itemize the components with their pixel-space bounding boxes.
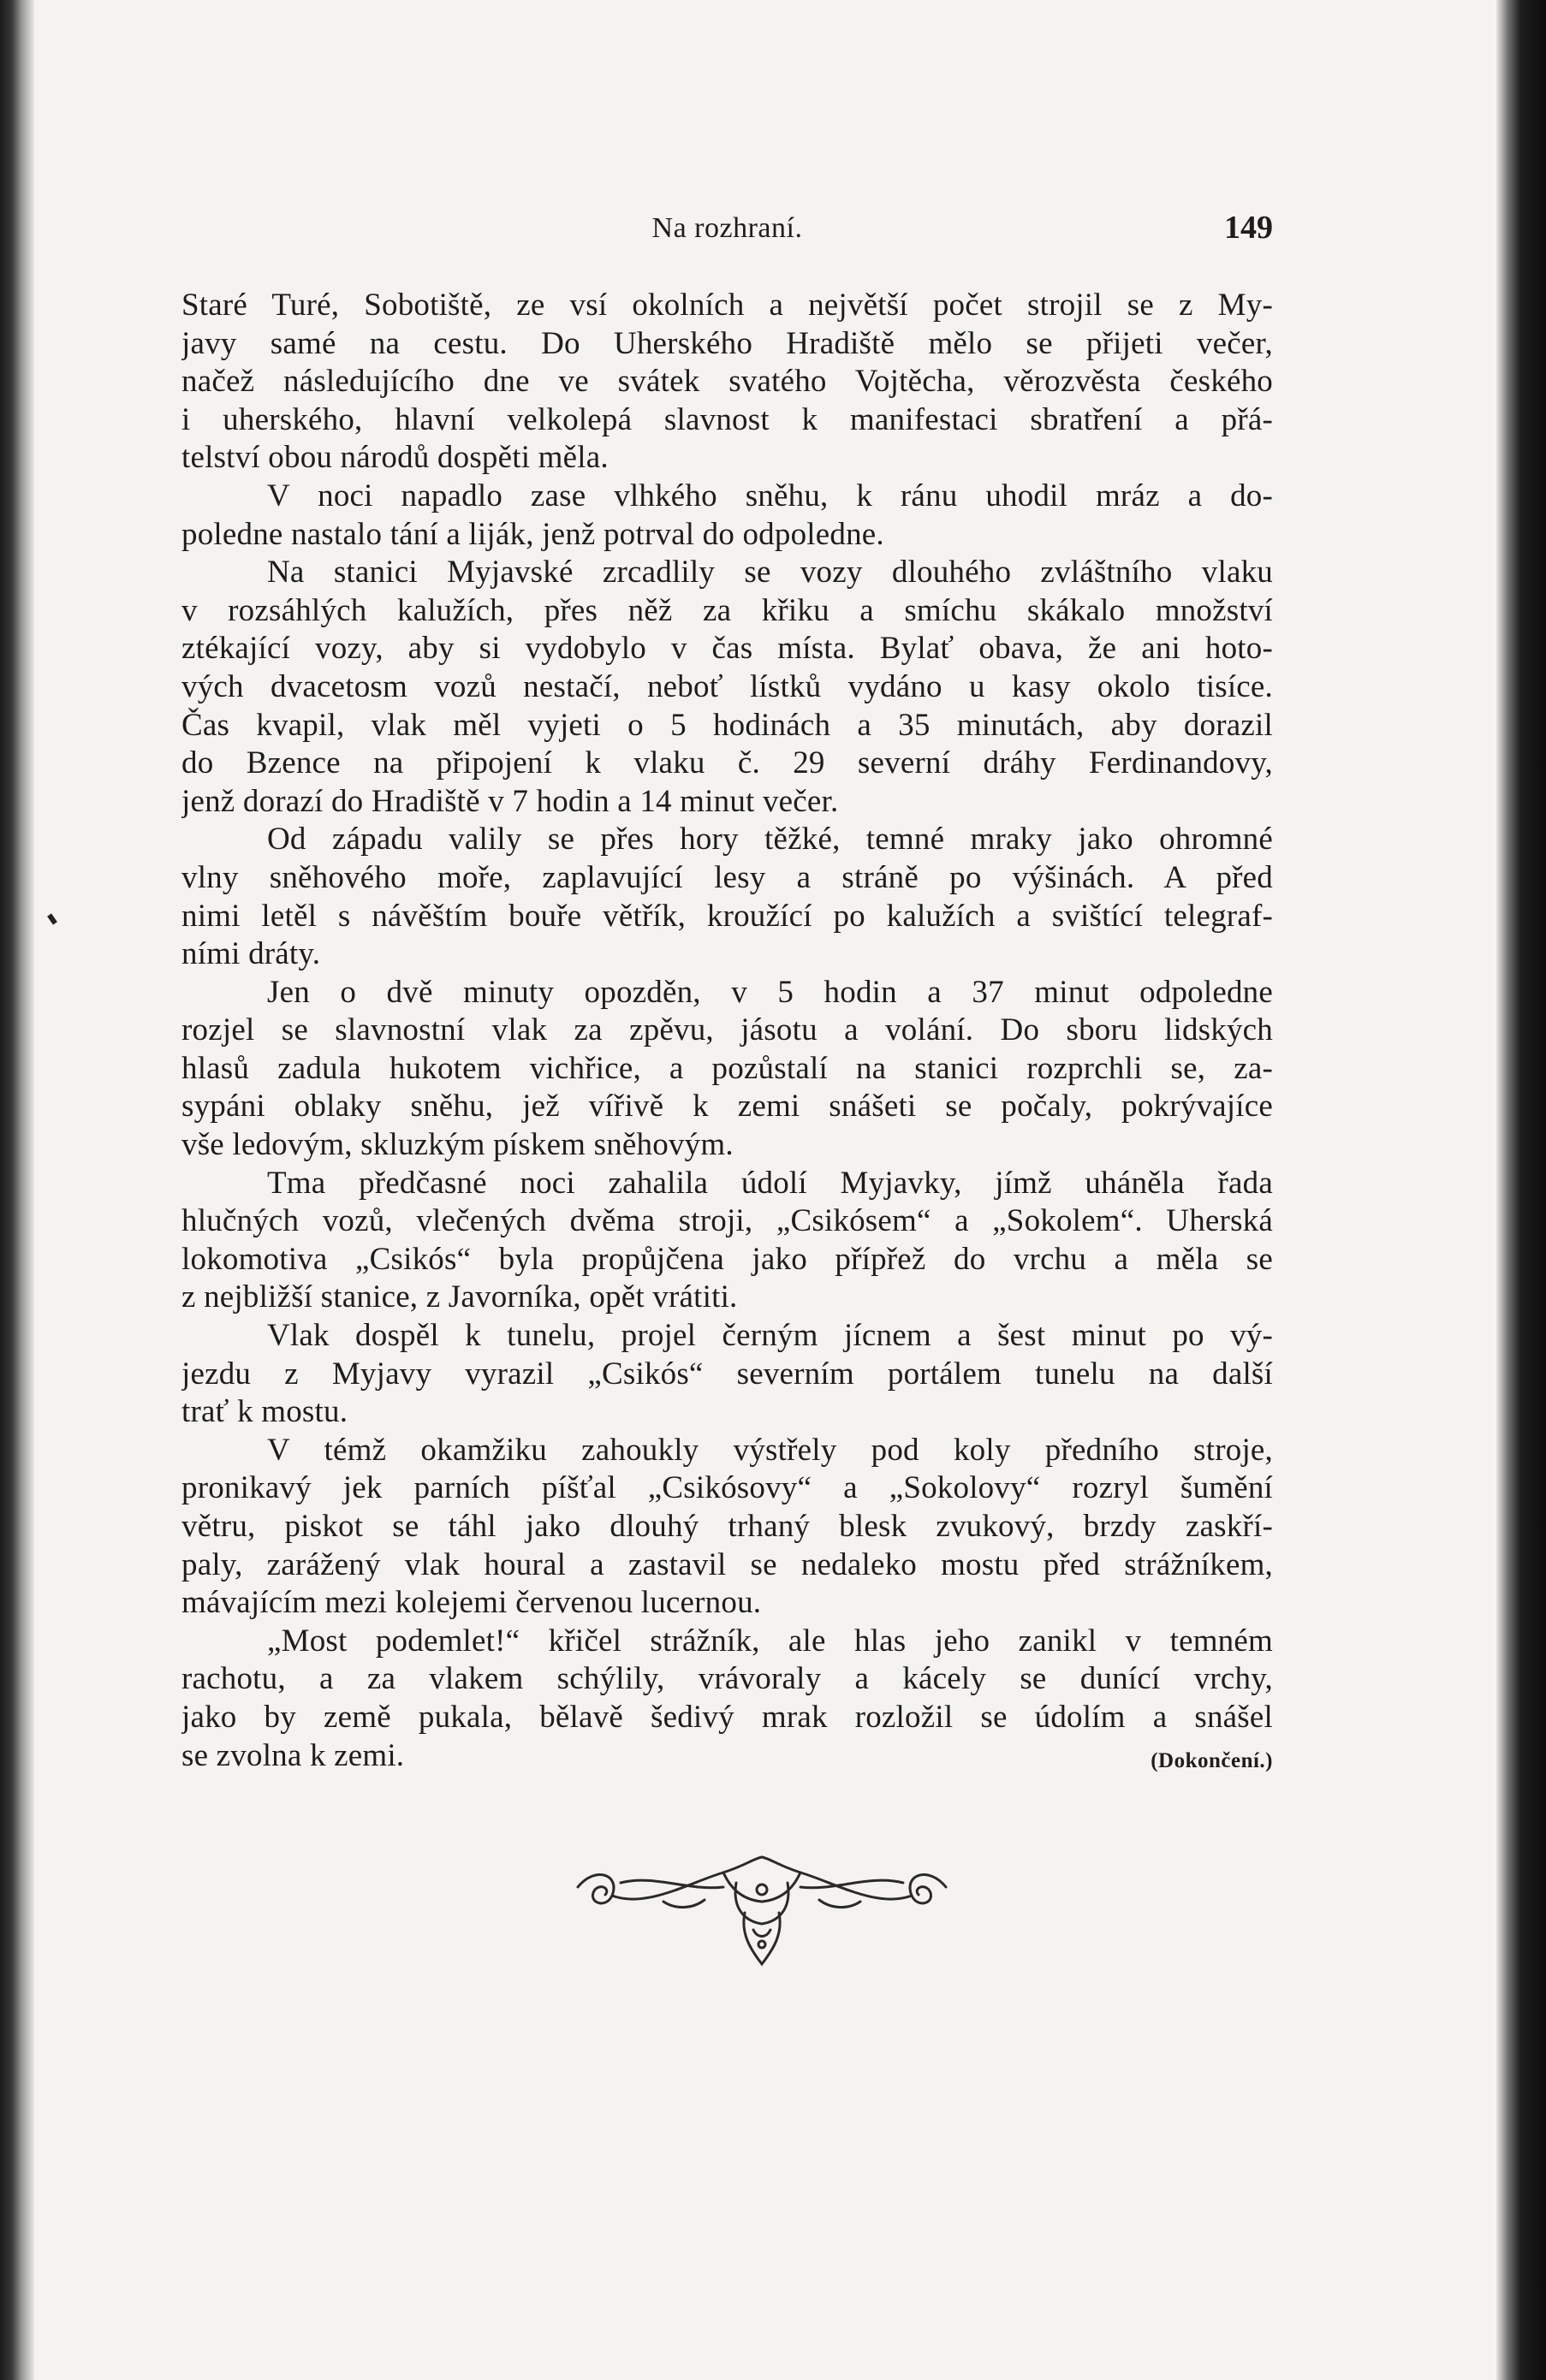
floral-ornament-icon [561, 1849, 963, 1973]
running-title: Na rozhraní. [651, 212, 803, 244]
text-line: i uherského, hlavní velkolepá slavnost k manifestaci sbratření a přá- [181, 401, 1273, 437]
text-line: Na stanici Myjavské zrcadlily se vozy dlouhého zvláštního vlaku [267, 555, 1273, 591]
text-line: mávajícím mezi kolejemi červenou lucernou. [181, 1585, 762, 1621]
text-line: telství obou národů dospěti měla. [181, 440, 609, 476]
text-line: javy samé na cestu. Do Uherského Hradiště mělo se přijeti večer, [181, 325, 1273, 361]
book-gutter-shadow [0, 0, 34, 2380]
text-line: z nejbližší stanice, z Javorníka, opět vrátiti. [181, 1279, 738, 1315]
text-line: rachotu, a za vlakem schýlily, vrávoraly a kácely se dunící vrchy, [181, 1661, 1273, 1697]
text-line: větru, piskot se táhl jako dlouhý trhaný blesk zvukový, brzdy zaskří- [181, 1509, 1273, 1544]
text-line: vlny sněhového moře, zaplavující lesy a stráně po výšinách. A před [181, 859, 1273, 895]
text-line: Jen o dvě minuty opozděn, v 5 hodin a 37 minut odpoledne [267, 974, 1273, 1010]
text-line: se zvolna k zemi. [181, 1737, 405, 1773]
text-line: hlučných vozů, vlečených dvěma stroji, „Csikósem“ a „Sokolem“. Uherská [181, 1203, 1273, 1239]
text-line: do Bzence na připojení k vlaku č. 29 severní dráhy Ferdinandovy, [181, 745, 1273, 781]
body-text [181, 287, 1273, 1775]
text-line: Čas kvapil, vlak měl vyjeti o 5 hodinách a 35 minutách, aby dorazil [181, 707, 1273, 743]
book-edge-shadow [1496, 0, 1546, 2380]
text-line: pronikavý jek parních píšťal „Csikósovy“ a „Sokolovy“ rozryl šumění [181, 1470, 1273, 1506]
page-number: 149 [1224, 210, 1273, 246]
text-line: načež následujícího dne ve svátek svatého Vojtěcha, věrozvěsta českého [181, 364, 1273, 400]
margin-mark [47, 913, 57, 924]
text-line: poledne nastalo tání a liják, jenž potrval do odpoledne. [181, 516, 884, 552]
text-line: paly, zarážený vlak houral a zastavil se nedaleko mostu před strážníkem, [181, 1546, 1273, 1582]
text-line: Od západu valily se přes hory těžké, temné mraky jako ohromné [267, 822, 1273, 858]
text-line: vše ledovým, skluzkým pískem sněhovým. [181, 1127, 734, 1163]
text-line: sypáni oblaky sněhu, jež vířivě k zemi snášeti se počaly, pokrývajíce [181, 1089, 1273, 1125]
text-line: ními dráty. [181, 936, 321, 972]
text-line-final [181, 1737, 1273, 1776]
closing-note: (Dokončení.) [1151, 1748, 1273, 1772]
page-header [181, 205, 1273, 257]
text-line: nimi letěl s návěštím bouře větřík, kroužící po kalužích a svištící telegraf- [181, 898, 1273, 934]
text-line: hlasů zadula hukotem vichřice, a pozůstalí na stanici rozprchli se, za- [181, 1050, 1273, 1086]
text-line: vých dvacetosm vozů nestačí, neboť lístků vydáno u kasy okolo tisíce. [181, 668, 1273, 704]
text-line: rozjel se slavnostní vlak za zpěvu, jásotu a volání. Do sboru lidských [181, 1012, 1273, 1048]
text-line: trať k mostu. [181, 1394, 348, 1430]
text-line: ztékající vozy, aby si vydobylo v čas místa. Bylať obava, že ani hoto- [181, 631, 1273, 667]
text-line: V témž okamžiku zahoukly výstřely pod koly předního stroje, [267, 1432, 1273, 1468]
text-line: „Most podemlet!“ křičel strážník, ale hlas jeho zanikl v temném [267, 1623, 1273, 1659]
text-line: jenž dorazí do Hradiště v 7 hodin a 14 minut večer. [181, 783, 839, 819]
text-line: jako by země pukala, bělavě šedivý mrak rozložil se údolím a snášel [181, 1699, 1273, 1735]
text-line: V noci napadlo zase vlhkého sněhu, k ránu uhodil mráz a do- [267, 478, 1273, 513]
text-line: lokomotiva „Csikós“ byla propůjčena jako přípřež do vrchu a měla se [181, 1241, 1273, 1277]
text-line: v rozsáhlých kalužích, přes něž za křiku a smíchu skákalo množství [181, 592, 1273, 628]
text-line: jezdu z Myjavy vyrazil „Csikós“ severním portálem tunelu na další [181, 1356, 1273, 1392]
text-line: Tma předčasné noci zahalila údolí Myjavky, jímž uháněla řada [267, 1165, 1273, 1201]
text-line: Staré Turé, Sobotiště, ze vsí okolních a největší počet strojil se z My- [181, 288, 1273, 323]
text-line: Vlak dospěl k tunelu, projel černým jícnem a šest minut po vý- [267, 1318, 1273, 1354]
